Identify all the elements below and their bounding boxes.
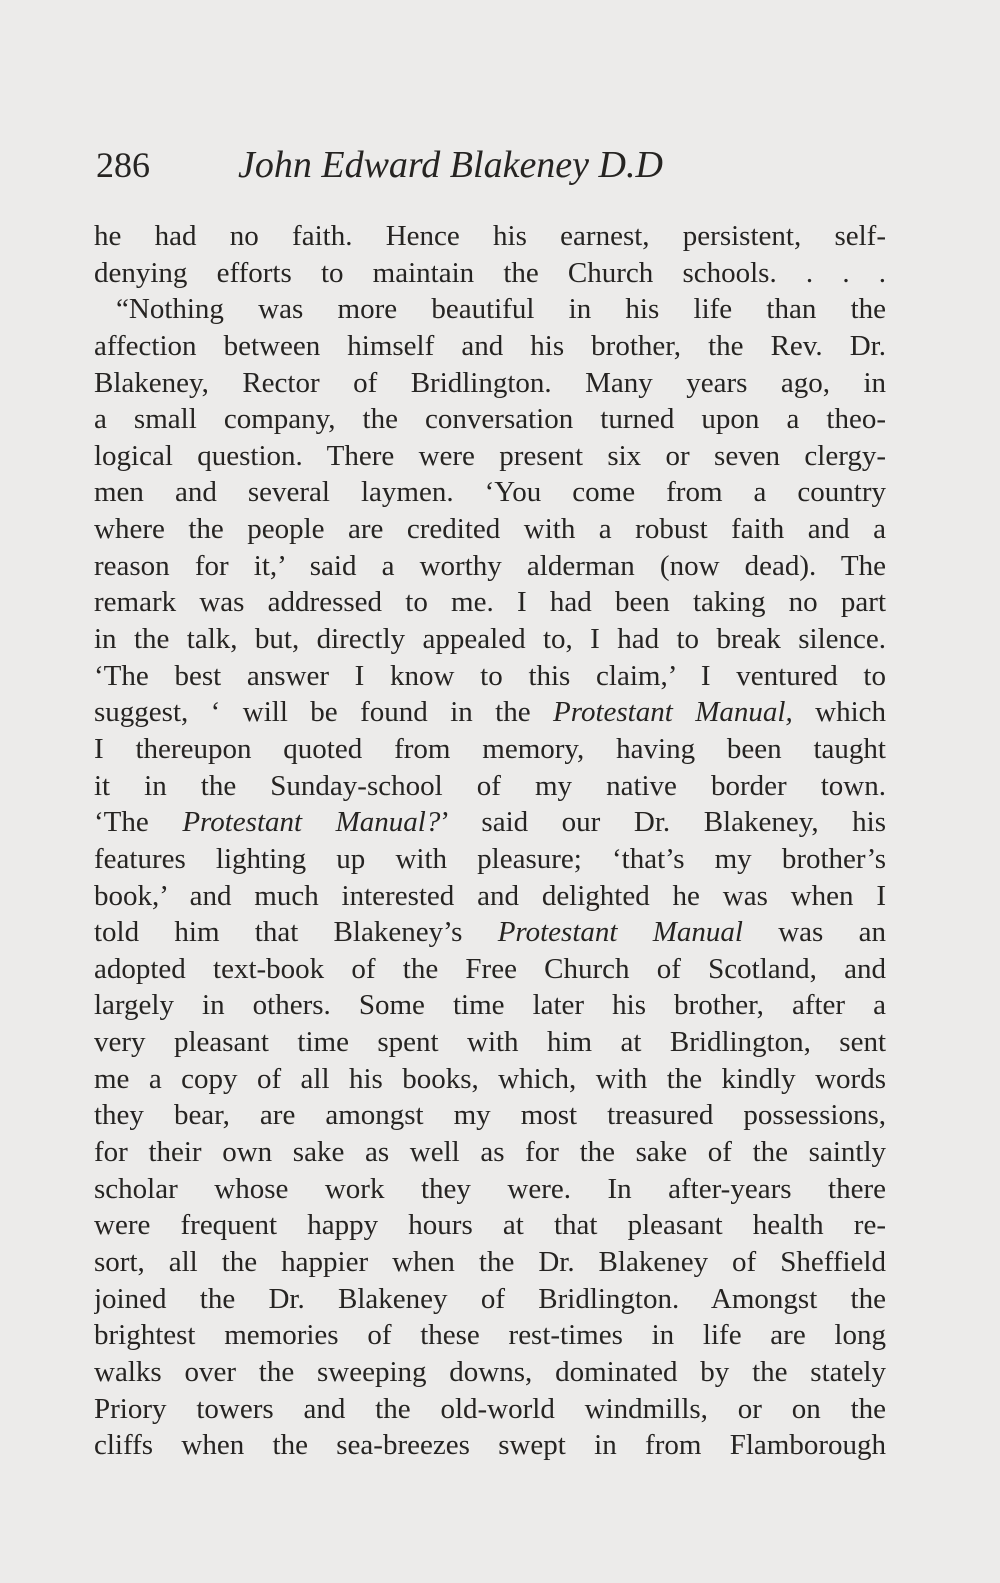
text-line: scholar whose work they were. In after-years there [94, 1172, 886, 1205]
text-line: largely in others. Some time later his brother, after a [94, 989, 886, 1022]
text-run: which [792, 696, 886, 729]
italic-title: Protestant Manual, [553, 696, 793, 729]
body-text [94, 218, 886, 1464]
text-run: ’ said our Dr. Blakeney, his [440, 806, 886, 839]
text-line: denying efforts to maintain the Church schools. . . . [94, 256, 886, 289]
text-line: a small company, the conversation turned upon a theo- [94, 403, 886, 436]
text-line [94, 804, 886, 841]
text-line: it in the Sunday-school of my native border town. [94, 769, 886, 802]
page-header [96, 140, 896, 190]
text-line: Priory towers and the old-world windmills, or on the [94, 1392, 886, 1425]
text-line: remark was addressed to me. I had been taking no part [94, 586, 886, 619]
text-line: ‘The best answer I know to this claim,’ I ventured to [94, 659, 886, 692]
running-title: John Edward Blakeney D.D [238, 144, 663, 186]
text-line: reason for it,’ said a worthy alderman (now dead). The [94, 549, 886, 582]
text-line: affection between himself and his brother, the Rev. Dr. [94, 329, 886, 362]
text-line: “Nothing was more beautiful in his life than the [116, 293, 886, 326]
text-line: he had no faith. Hence his earnest, persistent, self- [94, 220, 886, 252]
text-line: cliffs when the sea-breezes swept in from Flamborough [94, 1429, 886, 1462]
text-line: brightest memories of these rest-times in life are long [94, 1319, 886, 1352]
text-line: adopted text-book of the Free Church of Scotland, and [94, 952, 886, 985]
text-line [94, 694, 886, 731]
text-run: ‘The [94, 806, 183, 839]
text-line: sort, all the happier when the Dr. Blakeney of Sheffield [94, 1245, 886, 1278]
text-line: logical question. There were present six or seven clergy- [94, 439, 886, 472]
text-line: book,’ and much interested and delighted he was when I [94, 879, 886, 912]
text-line: Blakeney, Rector of Bridlington. Many years ago, in [94, 366, 886, 399]
text-run: was an [742, 916, 886, 949]
text-line: they bear, are amongst my most treasured possessions, [94, 1099, 886, 1132]
italic-title: Protestant Manual [497, 916, 743, 949]
italic-title: Protestant Manual? [182, 806, 441, 839]
text-run: told him that Blakeney’s [94, 916, 498, 949]
text-line: me a copy of all his books, which, with the kindly words [94, 1062, 886, 1095]
text-line: were frequent happy hours at that pleasant health re- [94, 1209, 886, 1242]
text-line: features lighting up with pleasure; ‘that’s my brother’s [94, 842, 886, 875]
text-line: I thereupon quoted from memory, having been taught [94, 732, 886, 765]
text-line: for their own sake as well as for the sake of the saintly [94, 1136, 886, 1169]
text-line: joined the Dr. Blakeney of Bridlington. Amongst the [94, 1282, 886, 1315]
text-line: walks over the sweeping downs, dominated by the stately [94, 1355, 886, 1388]
text-line: in the talk, but, directly appealed to, I had to break silence. [94, 623, 886, 656]
text-line: men and several laymen. ‘You come from a country [94, 476, 886, 509]
page-number: 286 [96, 145, 150, 185]
text-run: suggest, ‘ will be found in the [94, 696, 554, 729]
text-line: where the people are credited with a robust faith and a [94, 513, 886, 546]
text-line: very pleasant time spent with him at Bridlington, sent [94, 1026, 886, 1059]
text-line [94, 914, 886, 951]
